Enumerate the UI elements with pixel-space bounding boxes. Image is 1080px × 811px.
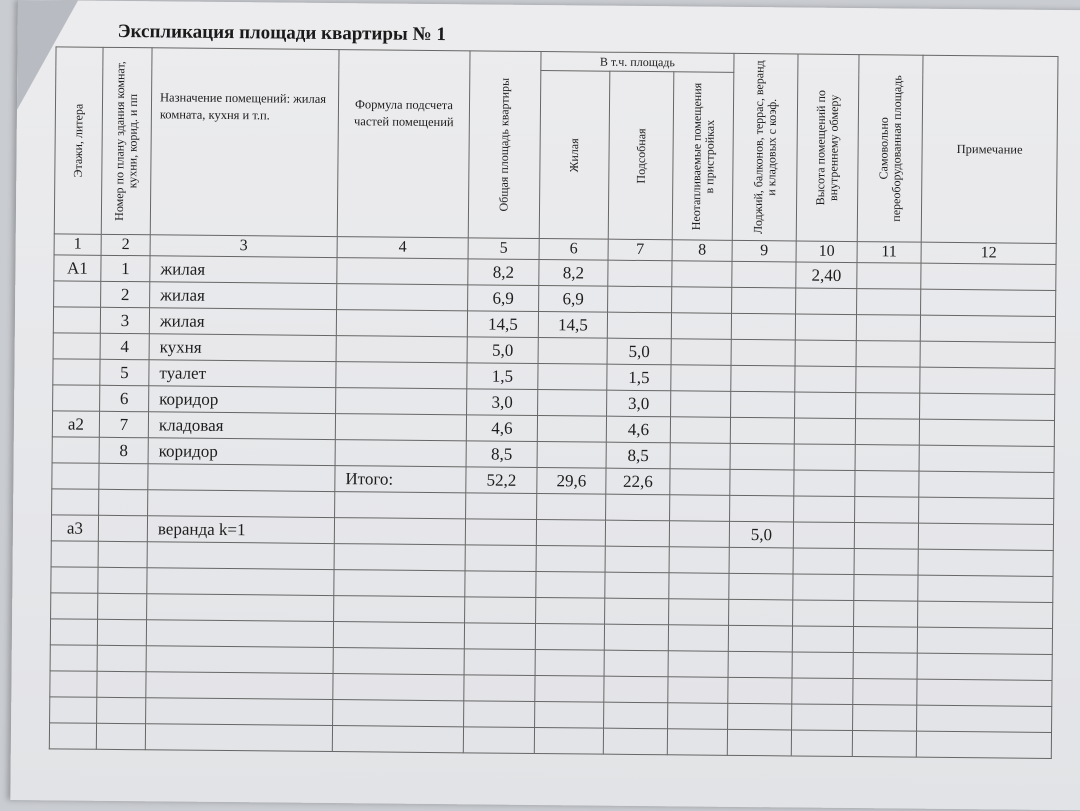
- cell-unheated-area: [671, 391, 731, 418]
- cell-purpose: кладовая: [148, 412, 335, 440]
- cell-self-converted: [854, 523, 918, 550]
- cell-self-converted: [854, 549, 918, 576]
- header-total-area: Общая площадь квартиры: [468, 51, 541, 239]
- cell-height: [793, 548, 854, 575]
- cell-auxiliary-area: 8,5: [606, 442, 670, 469]
- cell-auxiliary-area: [603, 728, 667, 755]
- cell-living-area: [535, 649, 604, 676]
- cell-purpose: жилая: [150, 282, 337, 310]
- cell-living-area: [538, 364, 607, 391]
- cell-total-area: [465, 519, 536, 546]
- cell-unheated-area: [670, 443, 730, 470]
- cell-purpose: [148, 464, 335, 492]
- cell-room-number: 1: [101, 255, 150, 281]
- cell-self-converted: [854, 575, 918, 602]
- cell-note: [919, 471, 1054, 498]
- cell-auxiliary-area: [604, 702, 668, 729]
- header-group: В т.ч. площадь: [541, 52, 734, 73]
- cell-auxiliary-area: 5,0: [607, 338, 671, 365]
- cell-height: [794, 444, 855, 471]
- document-page: [10, 0, 1080, 811]
- cell-height: [791, 730, 852, 757]
- header-loggias: Лоджий, балконов, террас, веранд и кладовых с коэф.: [732, 53, 798, 241]
- cell-unheated-area: [671, 365, 731, 392]
- cell-loggia-area: [727, 729, 791, 756]
- cell-living-area: 6,9: [539, 286, 608, 313]
- header-height: Высота помещений по внутреннему обмеру: [796, 54, 859, 242]
- col-number: 11: [857, 242, 921, 264]
- cell-auxiliary-area: [605, 520, 669, 547]
- col-number: 4: [337, 237, 468, 259]
- cell-note: [920, 393, 1055, 420]
- cell-height: [794, 418, 855, 445]
- cell-living-area: 14,5: [538, 312, 607, 339]
- header-floor: Этажи, литера: [54, 47, 103, 234]
- cell-formula: [336, 388, 467, 415]
- cell-living-area: [537, 442, 606, 469]
- header-self-converted: Самовольно переоборудованная площадь: [857, 55, 923, 243]
- col-number: 3: [150, 235, 337, 258]
- cell-note: [920, 367, 1055, 394]
- cell-auxiliary-area: [604, 676, 668, 703]
- cell-self-converted: [855, 471, 919, 498]
- cell-total-area: [465, 545, 536, 572]
- cell-total-area: 3,0: [467, 389, 538, 416]
- cell-floor: [53, 385, 100, 411]
- cell-formula: [335, 414, 466, 441]
- cell-height: [793, 600, 854, 627]
- cell-total-area: 5,0: [467, 337, 538, 364]
- document-title: Экспликация площади квартиры № 1: [117, 20, 446, 46]
- col-number: 9: [732, 240, 796, 262]
- cell-note: [920, 315, 1055, 342]
- cell-auxiliary-area: [606, 494, 670, 521]
- cell-self-converted: [852, 731, 916, 758]
- cell-unheated-area: [668, 651, 728, 678]
- col-number: 2: [101, 234, 150, 255]
- cell-note: [919, 419, 1054, 446]
- cell-formula: [336, 336, 467, 363]
- cell-purpose: веранда k=1: [147, 516, 334, 544]
- col-number: 12: [921, 242, 1056, 264]
- cell-room-number: 5: [100, 359, 149, 385]
- cell-loggia-area: [731, 365, 795, 392]
- header-unheated: Неотапливаемые помещения в пристройках: [672, 72, 734, 240]
- cell-floor: [52, 489, 99, 515]
- cell-self-converted: [853, 627, 917, 654]
- cell-note: [918, 549, 1053, 576]
- cell-total-area: [464, 623, 535, 650]
- cell-height: [792, 652, 853, 679]
- cell-formula: [337, 258, 468, 285]
- cell-purpose: жилая: [150, 256, 337, 284]
- cell-auxiliary-area: [605, 598, 669, 625]
- cell-self-converted: [856, 367, 920, 394]
- cell-total-area: [466, 493, 537, 520]
- cell-total-area: [465, 571, 536, 598]
- cell-loggia-area: [729, 599, 793, 626]
- cell-living-area: [536, 597, 605, 624]
- cell-unheated-area: [668, 625, 728, 652]
- cell-loggia-area: [730, 443, 794, 470]
- cell-loggia-area: [732, 261, 796, 288]
- cell-total-area: [464, 701, 535, 728]
- cell-formula: [336, 362, 467, 389]
- cell-room-number: [98, 541, 147, 567]
- cell-self-converted: [856, 315, 920, 342]
- cell-height: 2,40: [796, 262, 857, 289]
- cell-room-number: [96, 723, 145, 749]
- cell-note: [918, 601, 1053, 628]
- cell-unheated-area: [668, 677, 728, 704]
- cell-formula: [336, 310, 467, 337]
- cell-height: [795, 340, 856, 367]
- header-auxiliary: Подсобная: [608, 71, 674, 240]
- cell-self-converted: [856, 341, 920, 368]
- cell-formula: [333, 700, 464, 727]
- col-number: 8: [672, 240, 732, 262]
- cell-loggia-area: 5,0: [729, 521, 793, 548]
- col-number: 6: [539, 239, 608, 261]
- cell-height: [795, 392, 856, 419]
- cell-note: [919, 445, 1054, 472]
- col-number: 5: [468, 238, 539, 260]
- cell-loggia-area: [728, 625, 792, 652]
- cell-total-area: 8,2: [468, 259, 539, 286]
- cell-room-number: 8: [99, 437, 148, 463]
- cell-loggia-area: [731, 313, 795, 340]
- cell-living-area: [534, 727, 603, 754]
- cell-note: [916, 731, 1051, 758]
- cell-purpose: [146, 698, 333, 726]
- cell-floor: [53, 333, 100, 359]
- cell-floor: [51, 593, 98, 619]
- cell-total-area: [465, 597, 536, 624]
- cell-loggia-area: [728, 651, 792, 678]
- cell-total-area: 8,5: [466, 441, 537, 468]
- cell-total-area: 14,5: [467, 311, 538, 338]
- cell-floor: [53, 307, 100, 333]
- header-formula: Формула подсчета частей помещений: [337, 50, 470, 238]
- cell-unheated-area: [670, 417, 730, 444]
- cell-loggia-area: [730, 417, 794, 444]
- cell-auxiliary-area: 1,5: [607, 364, 671, 391]
- cell-unheated-area: [671, 339, 731, 366]
- header-note: Примечание: [921, 55, 1058, 243]
- cell-floor: [50, 671, 97, 697]
- cell-floor: [52, 437, 99, 463]
- cell-auxiliary-area: [605, 572, 669, 599]
- cell-purpose: [146, 672, 333, 700]
- cell-formula: [337, 284, 468, 311]
- cell-floor: [54, 281, 101, 307]
- cell-note: [921, 289, 1056, 316]
- cell-purpose: коридор: [148, 438, 335, 466]
- cell-living-area: [538, 338, 607, 365]
- cell-self-converted: [855, 445, 919, 472]
- cell-floor: [50, 645, 97, 671]
- cell-height: [794, 496, 855, 523]
- cell-floor: А1: [54, 255, 101, 281]
- cell-self-converted: [853, 705, 917, 732]
- cell-room-number: [97, 697, 146, 723]
- cell-formula: [333, 648, 464, 675]
- cell-total-area: 6,9: [468, 285, 539, 312]
- cell-note: [917, 627, 1052, 654]
- cell-auxiliary-area: [608, 260, 672, 287]
- cell-height: [792, 678, 853, 705]
- cell-self-converted: [856, 393, 920, 420]
- cell-purpose: [146, 620, 333, 648]
- cell-formula: [334, 596, 465, 623]
- cell-total-area: 52,2: [466, 467, 537, 494]
- cell-self-converted: [855, 497, 919, 524]
- cell-unheated-area: [671, 313, 731, 340]
- cell-room-number: 4: [100, 333, 149, 359]
- cell-purpose: [147, 542, 334, 570]
- cell-unheated-area: [672, 261, 732, 288]
- cell-floor: [50, 619, 97, 645]
- cell-purpose: жилая: [149, 308, 336, 336]
- cell-floor: [52, 463, 99, 489]
- cell-height: [793, 574, 854, 601]
- cell-unheated-area: [672, 287, 732, 314]
- cell-unheated-area: [667, 729, 727, 756]
- cell-total-area: [463, 727, 534, 754]
- cell-formula: [335, 440, 466, 467]
- col-number: 10: [796, 241, 857, 263]
- cell-auxiliary-area: [607, 312, 671, 339]
- cell-auxiliary-area: [604, 624, 668, 651]
- cell-formula: [334, 570, 465, 597]
- cell-purpose: туалет: [149, 360, 336, 388]
- cell-height: [792, 704, 853, 731]
- cell-self-converted: [853, 653, 917, 680]
- cell-room-number: 2: [101, 281, 150, 307]
- cell-height: [795, 314, 856, 341]
- cell-note: [921, 263, 1056, 290]
- cell-loggia-area: [730, 495, 794, 522]
- cell-purpose: [145, 724, 332, 752]
- cell-room-number: 7: [99, 411, 148, 437]
- cell-floor: [50, 697, 97, 723]
- cell-room-number: [97, 671, 146, 697]
- cell-auxiliary-area: [608, 286, 672, 313]
- cell-auxiliary-area: 4,6: [606, 416, 670, 443]
- cell-loggia-area: [729, 547, 793, 574]
- cell-room-number: [97, 645, 146, 671]
- cell-note: [919, 497, 1054, 524]
- cell-floor: [51, 541, 98, 567]
- cell-auxiliary-area: 22,6: [606, 468, 670, 495]
- cell-height: [794, 470, 855, 497]
- cell-loggia-area: [729, 573, 793, 600]
- cell-purpose: коридор: [149, 386, 336, 414]
- cell-floor: [49, 723, 96, 749]
- cell-room-number: [98, 567, 147, 593]
- cell-room-number: [99, 463, 148, 489]
- col-number: 7: [608, 239, 672, 261]
- cell-unheated-area: [669, 573, 729, 600]
- cell-living-area: [535, 675, 604, 702]
- cell-self-converted: [857, 289, 921, 316]
- cell-loggia-area: [732, 287, 796, 314]
- cell-unheated-area: [670, 495, 730, 522]
- cell-floor: а2: [52, 411, 99, 437]
- cell-loggia-area: [728, 703, 792, 730]
- cell-living-area: [535, 623, 604, 650]
- cell-note: [917, 679, 1052, 706]
- cell-living-area: 8,2: [539, 260, 608, 287]
- cell-living-area: 29,6: [537, 468, 606, 495]
- cell-living-area: [535, 701, 604, 728]
- cell-loggia-area: [731, 339, 795, 366]
- cell-room-number: [98, 515, 147, 541]
- header-living: Жилая: [539, 71, 610, 240]
- cell-note: [918, 523, 1053, 550]
- cell-room-number: [99, 489, 148, 515]
- cell-unheated-area: [668, 703, 728, 730]
- cell-note: [917, 653, 1052, 680]
- cell-height: [792, 626, 853, 653]
- cell-self-converted: [855, 419, 919, 446]
- cell-living-area: [537, 416, 606, 443]
- cell-formula: Итого:: [335, 466, 466, 493]
- cell-self-converted: [854, 601, 918, 628]
- cell-formula: [335, 492, 466, 519]
- cell-self-converted: [853, 679, 917, 706]
- cell-total-area: 4,6: [466, 415, 537, 442]
- cell-note: [917, 705, 1052, 732]
- cell-height: [795, 366, 856, 393]
- cell-unheated-area: [669, 521, 729, 548]
- cell-formula: [333, 622, 464, 649]
- cell-formula: [334, 518, 465, 545]
- cell-loggia-area: [728, 677, 792, 704]
- cell-unheated-area: [670, 469, 730, 496]
- cell-formula: [332, 726, 463, 753]
- cell-living-area: [536, 520, 605, 547]
- cell-total-area: [464, 675, 535, 702]
- cell-auxiliary-area: [605, 546, 669, 573]
- cell-purpose: [147, 568, 334, 596]
- cell-auxiliary-area: 3,0: [607, 390, 671, 417]
- cell-unheated-area: [669, 547, 729, 574]
- cell-room-number: [98, 593, 147, 619]
- cell-room-number: [97, 619, 146, 645]
- area-explication-table: [49, 46, 1059, 759]
- cell-auxiliary-area: [604, 650, 668, 677]
- cell-purpose: кухня: [149, 334, 336, 362]
- cell-note: [918, 575, 1053, 602]
- cell-formula: [334, 544, 465, 571]
- cell-height: [793, 522, 854, 549]
- cell-height: [796, 288, 857, 315]
- cell-formula: [333, 674, 464, 701]
- cell-purpose: [146, 646, 333, 674]
- cell-purpose: [147, 594, 334, 622]
- cell-unheated-area: [669, 599, 729, 626]
- cell-living-area: [536, 546, 605, 573]
- cell-living-area: [537, 494, 606, 521]
- cell-floor: [51, 567, 98, 593]
- col-number: 1: [54, 234, 101, 255]
- cell-room-number: 6: [100, 385, 149, 411]
- cell-loggia-area: [731, 391, 795, 418]
- cell-total-area: [464, 649, 535, 676]
- cell-total-area: 1,5: [467, 363, 538, 390]
- cell-floor: [53, 359, 100, 385]
- cell-note: [920, 341, 1055, 368]
- cell-purpose: [148, 490, 335, 518]
- header-room-number: Номер по плану здания комнат, кухни, корид. и пп: [101, 47, 152, 234]
- cell-loggia-area: [730, 469, 794, 496]
- cell-living-area: [538, 390, 607, 417]
- cell-self-converted: [857, 263, 921, 290]
- cell-living-area: [536, 571, 605, 598]
- cell-floor: а3: [51, 515, 98, 541]
- header-purpose: Назначение помещений: жилая комната, кухня и т.п.: [150, 48, 339, 237]
- cell-room-number: 3: [100, 307, 149, 333]
